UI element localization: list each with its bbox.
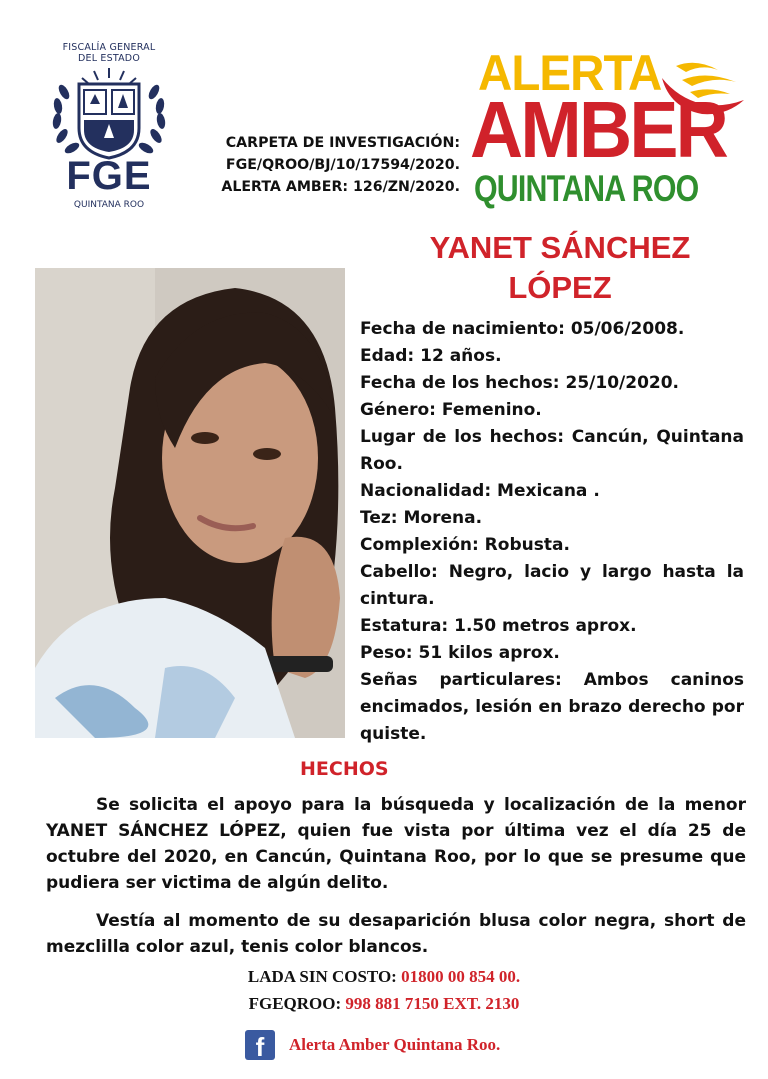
- detail-place: Lugar de los hechos: Cancún, Quintana Roo.: [360, 427, 744, 474]
- detail-height: Estatura: 1.50 metros aprox.: [360, 616, 637, 636]
- facebook-icon[interactable]: f: [245, 1030, 275, 1060]
- contact-fgeqroo: [0, 994, 768, 1014]
- fge-logo-region: QUINTANA ROO: [73, 200, 145, 210]
- detail-nationality: Nacionalidad: Mexicana .: [360, 481, 600, 501]
- fgeqroo-number[interactable]: 998 881 7150 EXT. 2130: [345, 994, 520, 1013]
- fge-logo: [36, 42, 182, 222]
- amber-logo-alerta: ALERTA: [478, 45, 662, 101]
- detail-complexion-tone: Tez: Morena.: [360, 508, 483, 528]
- contact-lada: [0, 967, 768, 987]
- fge-emblem-icon: [44, 66, 174, 162]
- investigation-line3: ALERTA AMBER: 126/ZN/2020.: [221, 179, 460, 195]
- fge-logo-line1: FISCALÍA GENERAL: [62, 42, 156, 53]
- detail-birthdate: Fecha de nacimiento: 05/06/2008.: [360, 319, 685, 339]
- lada-number[interactable]: 01800 00 854 00.: [401, 967, 521, 986]
- person-details: [360, 316, 744, 748]
- hechos-title: HECHOS: [300, 758, 389, 780]
- detail-age: Edad: 12 años.: [360, 346, 502, 366]
- name-line1: YANET SÁNCHEZ: [429, 230, 691, 265]
- name-line2: LÓPEZ: [508, 270, 612, 305]
- hechos-paragraph-2: Vestía al momento de su desaparición blusa color negra, short de mezclilla color azul, tenis color blancos.: [46, 911, 746, 957]
- investigation-line2: FGE/QROO/BJ/10/17594/2020.: [225, 157, 460, 173]
- fgeqroo-label: FGEQROO:: [248, 994, 342, 1013]
- facebook-page-name[interactable]: Alerta Amber Quintana Roo.: [289, 1035, 501, 1054]
- fge-logo-line2: DEL ESTADO: [77, 53, 141, 64]
- detail-hair: Cabello: Negro, lacio y largo hasta la cintura.: [360, 562, 744, 609]
- detail-event-date: Fecha de los hechos: 25/10/2020.: [360, 373, 680, 393]
- amber-logo-amber: AMBER: [470, 85, 727, 174]
- detail-marks: Señas particulares: Ambos caninos encimados, lesión en brazo derecho por quiste.: [360, 670, 744, 744]
- investigation-block: [188, 132, 460, 198]
- missing-person-photo: [35, 268, 345, 738]
- alerta-amber-logo: [470, 44, 750, 219]
- detail-gender: Género: Femenino.: [360, 400, 542, 420]
- person-photo-illustration: [35, 268, 345, 738]
- amber-logo-region: QUINTANA ROO: [474, 168, 699, 209]
- fge-logo-acronym: FGE: [66, 154, 152, 198]
- missing-person-name: [380, 228, 740, 308]
- investigation-line1: CARPETA DE INVESTIGACIÓN:: [225, 135, 460, 151]
- detail-weight: Peso: 51 kilos aprox.: [360, 643, 560, 663]
- detail-build: Complexión: Robusta.: [360, 535, 570, 555]
- lada-label: LADA SIN COSTO:: [247, 967, 397, 986]
- hechos-paragraph-1: Se solicita el apoyo para la búsqueda y localización de la menor YANET SÁNCHEZ LÓPEZ, quien fue vista por última vez el día 25 de octubre del 2020, en Cancún, Quintana Roo, por lo que se presume que pudiera ser victima de algún delito.: [46, 795, 746, 893]
